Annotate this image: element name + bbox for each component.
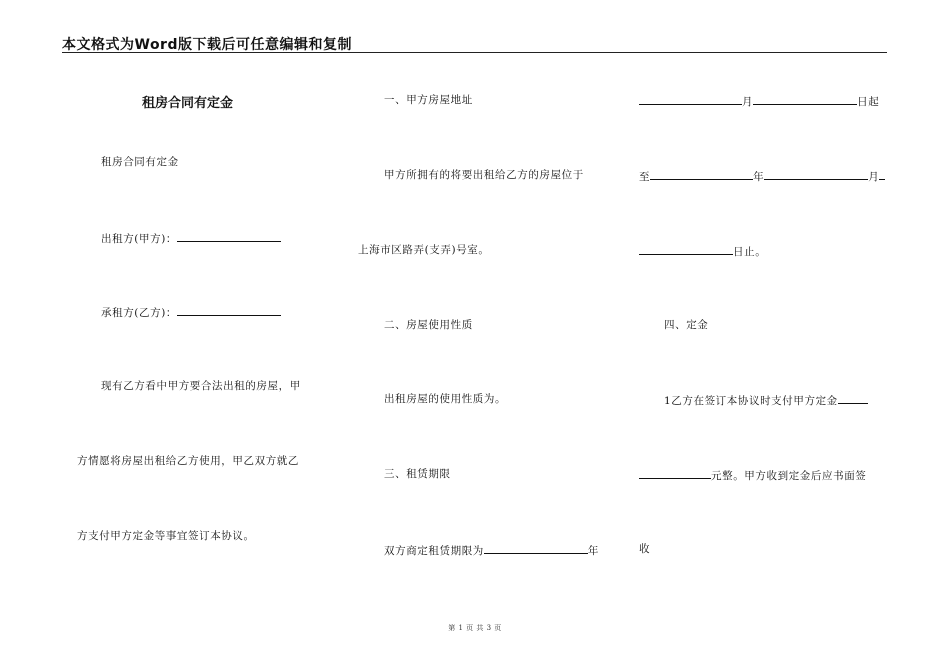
- start-blank-1: [639, 93, 742, 105]
- end-tail-blank: [879, 168, 885, 180]
- to-label: 至: [639, 171, 651, 183]
- term-end-line: [639, 168, 885, 184]
- deposit-line-1: [664, 392, 868, 408]
- deposit-text-1: 1乙方在签订本协议时支付甲方定金: [664, 395, 838, 407]
- section-2-heading: 二、房屋使用性质: [384, 319, 473, 331]
- address-line-1: 甲方所拥有的将要出租给乙方的房屋位于: [384, 169, 584, 181]
- lessee-blank: [177, 304, 281, 316]
- term-years-blank: [484, 542, 588, 554]
- lessee-line: [101, 304, 281, 320]
- section-4-heading: 四、定金: [664, 319, 709, 331]
- start-day: 日起: [857, 96, 880, 108]
- deposit-text-2: 元整。甲方收到定金后应书面签: [711, 470, 867, 482]
- header-divider: [62, 52, 887, 53]
- term-year-unit: 年: [587, 545, 600, 557]
- end-year-blank: [650, 168, 753, 180]
- address-line-2: 上海市区路弄(支弄)号室。: [358, 244, 490, 256]
- section-3-heading: 三、租赁期限: [384, 468, 451, 480]
- page-number: 第 1 页 共 3 页: [448, 624, 502, 632]
- subtitle: 租房合同有定金: [101, 156, 179, 168]
- end-year: 年: [753, 171, 765, 183]
- term-end-day-line: [639, 243, 766, 259]
- end-day-blank: [639, 243, 733, 255]
- lessor-line: [101, 230, 281, 246]
- lessor-label: 出租方(甲方)：: [101, 233, 177, 245]
- end-day: 日止。: [733, 246, 767, 258]
- term-prefix: 双方商定租赁期限为: [384, 545, 484, 557]
- deposit-line-3: 收: [639, 543, 651, 555]
- intro-paragraph-line-2: 方情愿将房屋出租给乙方使用，甲乙双方就乙: [77, 455, 299, 467]
- lessor-blank: [177, 230, 281, 242]
- page-header-title: 本文格式为Word版下载后可任意编辑和复制: [62, 37, 352, 53]
- end-month: 月: [868, 171, 880, 183]
- term-start-line: [639, 93, 879, 109]
- intro-paragraph-line-3: 方支付甲方定金等事宜签订本协议。: [77, 530, 255, 542]
- deposit-line-2: [639, 467, 866, 483]
- term-line: [384, 542, 599, 558]
- start-month: 月: [742, 96, 754, 108]
- end-month-blank: [764, 168, 868, 180]
- deposit-sum-blank: [639, 467, 711, 479]
- start-blank-2: [753, 93, 857, 105]
- usage-line: 出租房屋的使用性质为。: [384, 393, 507, 405]
- deposit-amount-blank: [838, 392, 868, 404]
- section-1-heading: 一、甲方房屋地址: [384, 94, 473, 106]
- intro-paragraph-line-1: 现有乙方看中甲方要合法出租的房屋，甲: [101, 380, 301, 392]
- document-title: 租房合同有定金: [142, 96, 234, 111]
- lessee-label: 承租方(乙方)：: [101, 307, 177, 319]
